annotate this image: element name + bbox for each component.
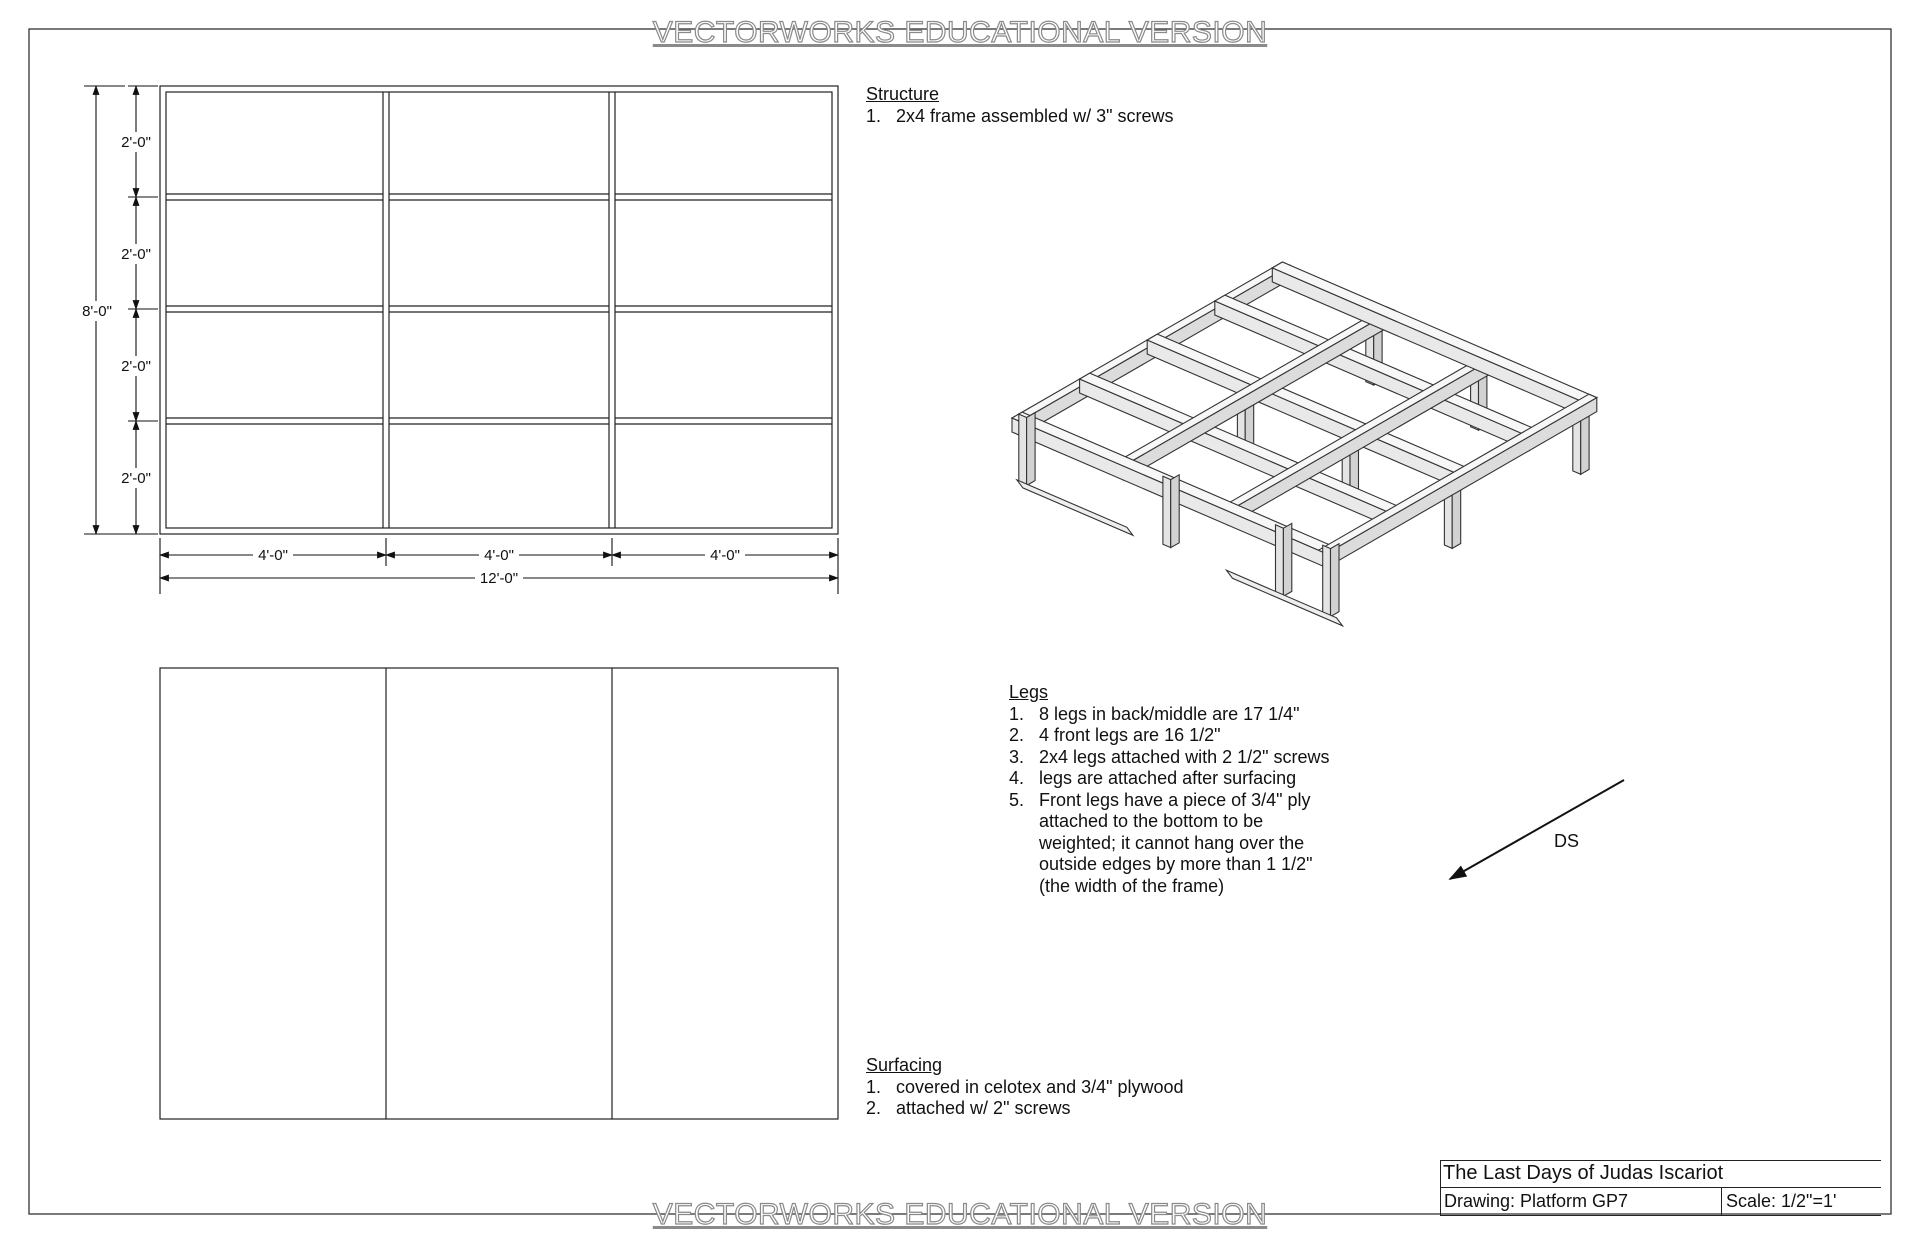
surfacing-heading: Surfacing: [866, 1055, 943, 1075]
isometric-platform-view: [1012, 262, 1597, 626]
drawing-scale: Scale: 1/2"=1': [1726, 1191, 1837, 1211]
platform-leg: [1163, 476, 1171, 547]
structure-item: 1. 2x4 frame assembled w/ 3" screws: [866, 105, 1174, 126]
watermark-top: VECTORWORKS EDUCATIONAL VERSION: [652, 16, 1268, 49]
dim-label-col2: 4'-0": [484, 547, 514, 564]
platform-leg: [1276, 525, 1284, 596]
drawing-name: Drawing: Platform GP7: [1444, 1191, 1629, 1211]
framing-plan: [160, 86, 838, 534]
dim-label-row2: 2'-0": [121, 246, 151, 263]
surfacing-notes: [866, 1055, 1184, 1120]
legs-item: 4. legs are attached after surfacing: [1009, 768, 1297, 788]
dim-label-row1: 2'-0": [121, 134, 151, 151]
structure-heading: Structure: [866, 84, 940, 104]
frame-board: [1272, 262, 1597, 404]
legs-item: 1. 8 legs in back/middle are 17 1/4": [1009, 703, 1300, 724]
title-block: [1440, 1160, 1881, 1216]
vertical-dimension-labels: [78, 132, 156, 488]
dim-label-col3: 4'-0": [710, 547, 740, 564]
dim-label-total-height: 8'-0": [82, 303, 112, 320]
legs-item: 2. 4 front legs are 16 1/2": [1009, 725, 1221, 745]
watermark-bottom: VECTORWORKS EDUCATIONAL VERSION: [652, 1198, 1268, 1231]
surfacing-item: 1. covered in celotex and 3/4" plywood: [866, 1076, 1184, 1097]
dim-label-total-width: 12'-0": [479, 570, 519, 587]
ply-foot: [1017, 480, 1133, 535]
production-title: The Last Days of Judas Iscariot: [1443, 1162, 1724, 1184]
legs-item: 5. Front legs have a piece of 3/4" ply attached to the bottom to be weighted; it cannot hang over the outside edges by more than 1 1/2" (the width of the frame): [1009, 789, 1313, 896]
platform-leg: [1027, 413, 1036, 486]
dim-label-col1: 4'-0": [258, 547, 288, 564]
legs-item: 3. 2x4 legs attached with 2 1/2" screws: [1009, 746, 1330, 767]
surfacing-plan: [160, 668, 838, 1119]
platform-leg: [1171, 475, 1180, 548]
structure-notes: [866, 84, 1174, 127]
horizontal-dimension-labels: [253, 545, 745, 587]
legs-notes: [1009, 682, 1344, 897]
platform-leg: [1019, 414, 1027, 485]
legs-heading: Legs: [1009, 682, 1049, 702]
platform-leg: [1331, 544, 1340, 617]
platform-leg: [1323, 545, 1331, 616]
dim-label-row4: 2'-0": [121, 470, 151, 487]
sheet-border: [29, 29, 1891, 1214]
surfacing-item: 2. attached w/ 2" screws: [866, 1098, 1071, 1118]
platform-leg: [1283, 523, 1291, 596]
downstage-label: DS: [1554, 831, 1580, 851]
downstage-arrow: [1450, 780, 1624, 879]
dim-label-row3: 2'-0": [121, 358, 151, 375]
